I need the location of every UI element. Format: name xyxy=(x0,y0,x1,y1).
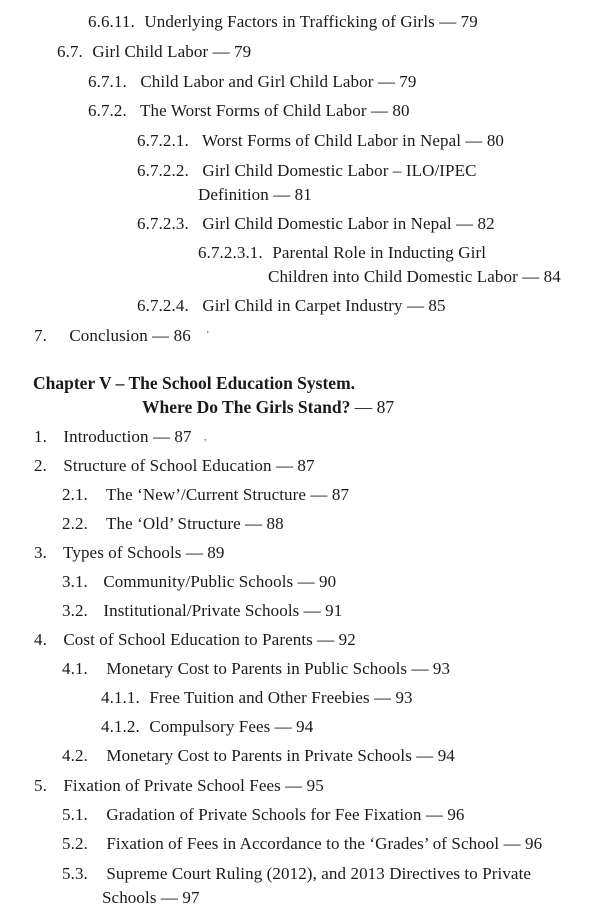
toc-entry xyxy=(62,572,336,592)
toc-entry xyxy=(62,805,465,825)
toc-entry-title: Supreme Court Ruling (2012), and 2013 Directives to Private xyxy=(106,864,532,883)
toc-entry-number: 2.1. xyxy=(62,485,88,504)
toc-entry xyxy=(101,688,413,708)
toc-entry-title: Underlying Factors in Trafficking of Girls — 79 xyxy=(144,12,478,31)
toc-entry-title: Monetary Cost to Parents in Private Schools — 94 xyxy=(106,746,455,765)
toc-entry-title: Girl Child Domestic Labor – ILO/IPEC xyxy=(202,161,477,180)
toc-entry-title: Parental Role in Inducting Girl xyxy=(272,243,487,262)
toc-entry xyxy=(62,601,342,621)
toc-entry-continuation: Definition — 81 xyxy=(198,185,312,204)
toc-entry xyxy=(198,243,486,263)
toc-entry-number: 6.7.2.4. xyxy=(137,296,189,315)
toc-entry-title: Child Labor and Girl Child Labor — 79 xyxy=(140,72,417,91)
toc-entry xyxy=(62,659,450,679)
toc-entry-title: Free Tuition and Other Freebies — 93 xyxy=(149,688,413,707)
toc-entry-title: Types of Schools — 89 xyxy=(63,543,225,562)
toc-entry-number: 4.1.2. xyxy=(101,717,140,736)
toc-entry xyxy=(34,776,324,796)
toc-entry-number: 5.1. xyxy=(62,805,88,824)
toc-entry-title: Compulsory Fees — 94 xyxy=(149,717,314,736)
toc-entry-title: Girl Child in Carpet Industry — 85 xyxy=(202,296,446,315)
toc-entry-title: The ‘New’/Current Structure — 87 xyxy=(106,485,350,504)
toc-entry-number: 4. xyxy=(34,630,47,649)
toc-entry-number: 4.1. xyxy=(62,659,88,678)
toc-entry-title: Girl Child Labor — 79 xyxy=(92,42,252,61)
toc-entry-number: 3.2. xyxy=(62,601,88,620)
toc-entry xyxy=(137,161,477,181)
toc-entry xyxy=(137,214,495,234)
toc-entry-number: 4.1.1. xyxy=(101,688,140,707)
toc-entry-number: 6.7.2.3.1. xyxy=(198,243,263,262)
toc-entry-title: Introduction — 87 xyxy=(63,427,192,446)
chapter-heading-line1: Chapter V – The School Education System. xyxy=(33,373,356,393)
toc-entry-number: 7. xyxy=(34,326,47,345)
toc-entry-number: 4.2. xyxy=(62,746,88,765)
toc-entry xyxy=(62,864,531,884)
toc-entry-title: Gradation of Private Schools for Fee Fixation — 96 xyxy=(106,805,465,824)
toc-entry xyxy=(62,485,349,505)
toc-entry xyxy=(62,746,455,766)
toc-entry-continuation: Children into Child Domestic Labor — 84 xyxy=(268,267,561,286)
toc-entry-number: 2.2. xyxy=(62,514,88,533)
toc-entry-continuation: Schools — 97 xyxy=(102,888,200,907)
toc-entry-title: Worst Forms of Child Labor in Nepal — 80 xyxy=(202,131,505,150)
toc-entry xyxy=(34,456,315,476)
toc-entry-number: 3. xyxy=(34,543,47,562)
toc-entry-number: 5. xyxy=(34,776,47,795)
toc-entry-number: 2. xyxy=(34,456,47,475)
toc-entry xyxy=(62,514,284,534)
toc-entry xyxy=(34,326,191,346)
toc-entry-number: 6.7.2.2. xyxy=(137,161,189,180)
toc-entry xyxy=(34,543,225,563)
toc-entry xyxy=(137,296,446,316)
toc-entry-number: 6.7. xyxy=(57,42,83,61)
chapter-heading-title: Where Do The Girls Stand? xyxy=(142,397,351,417)
toc-entry xyxy=(137,131,504,151)
toc-entry-title: Cost of School Education to Parents — 92 xyxy=(63,630,356,649)
scan-speck: , xyxy=(204,432,207,443)
chapter-heading-page: — 87 xyxy=(350,397,395,417)
toc-entry-title: Community/Public Schools — 90 xyxy=(103,572,337,591)
toc-entry-number: 6.7.2.3. xyxy=(137,214,189,233)
toc-entry-title: Structure of School Education — 87 xyxy=(63,456,315,475)
toc-entry-title: Fixation of Private School Fees — 95 xyxy=(63,776,324,795)
toc-entry-title: Girl Child Domestic Labor in Nepal — 82 xyxy=(202,214,495,233)
toc-entry-number: 6.7.2. xyxy=(88,101,127,120)
toc-entry-title: Institutional/Private Schools — 91 xyxy=(103,601,343,620)
toc-entry-number: 6.7.1. xyxy=(88,72,127,91)
chapter-heading-line2 xyxy=(142,397,394,417)
toc-entry-number: 1. xyxy=(34,427,47,446)
scan-speck: ʼ xyxy=(206,330,210,341)
toc-entry-number: 6.6.11. xyxy=(88,12,135,31)
toc-entry xyxy=(57,42,251,62)
toc-entry xyxy=(62,834,542,854)
toc-entry-number: 5.3. xyxy=(62,864,88,883)
toc-entry-title: The Worst Forms of Child Labor — 80 xyxy=(140,101,410,120)
toc-entry-number: 6.7.2.1. xyxy=(137,131,189,150)
toc-entry xyxy=(88,101,410,121)
toc-entry xyxy=(34,630,356,650)
toc-entry xyxy=(101,717,313,737)
toc-entry-number: 5.2. xyxy=(62,834,88,853)
toc-entry-title: Monetary Cost to Parents in Public Schools — 93 xyxy=(106,659,451,678)
toc-entry-number: 3.1. xyxy=(62,572,88,591)
toc-entry-title: The ‘Old’ Structure — 88 xyxy=(106,514,284,533)
toc-entry-title: Fixation of Fees in Accordance to the ‘Grades’ of School — 96 xyxy=(106,834,543,853)
toc-entry-title: Conclusion — 86 xyxy=(69,326,191,345)
toc-entry xyxy=(88,12,478,32)
toc-entry xyxy=(34,427,192,447)
toc-entry xyxy=(88,72,417,92)
